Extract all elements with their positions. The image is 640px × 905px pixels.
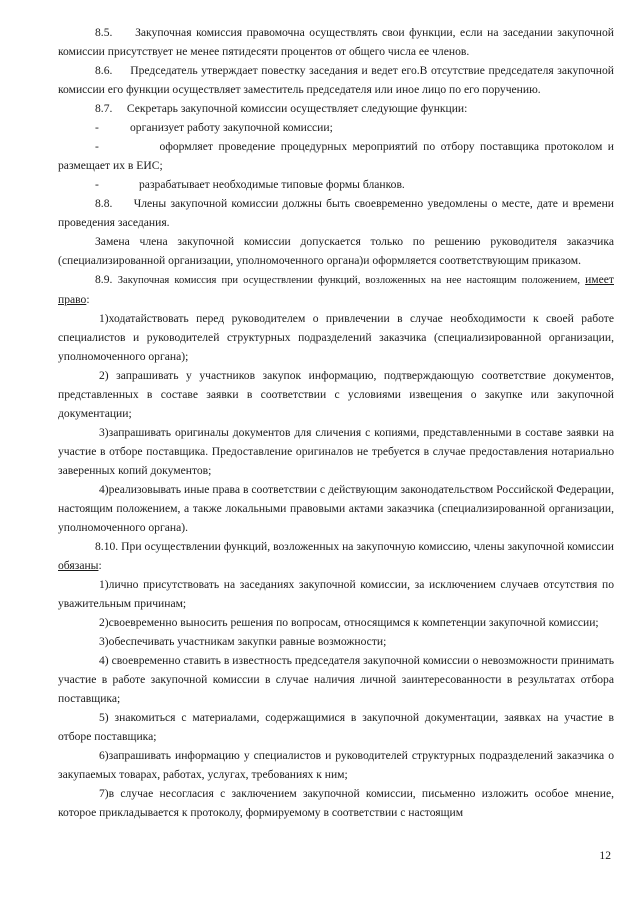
list-item-text: оформляет проведение процедурных мероприятий по отбору поставщика протоколом и размещает их в ЕИС; [58,140,614,172]
list-item [58,366,614,423]
clause-number: 8.8. [95,197,113,210]
paragraph-8-5 [58,23,614,61]
list-item-text: 7)в случае несогласия с заключением закупочной комиссии, письменно изложить особое мнение, которое прикладывается к протоколу, формируемому в соответствии с настоящим [58,787,614,819]
paragraph-text: Закупочная комиссия правомочна осуществлять свои функции, если на заседании закупочной комиссии присутствует не менее пятидесяти процентов от общего числа ее членов. [58,26,614,58]
paragraph-8-10 [58,537,614,575]
paragraph-8-9 [58,270,614,309]
list-bullet: - [95,140,99,153]
list-item [58,651,614,708]
paragraph-8-7 [58,99,614,118]
list-item [58,708,614,746]
clause-number: 8.7. [95,102,113,115]
list-item-text: 1)лично присутствовать на заседаниях закупочной комиссии, за исключением случаев отсутствия по уважительным причинам; [58,578,614,610]
paragraph-text: Замена члена закупочной комиссии допускается только по решению руководителя заказчика (специализированной организации, уполномоченного органа)и оформляется соответствующим приказом. [58,235,614,267]
paragraph-text: Закупочная комиссия при осуществлении функций, возложенных на нее настоящим положением, [117,275,586,286]
underlined-term: имеет право [58,273,614,306]
underlined-term: обязаны [58,559,99,572]
paragraph-text: 8.10. При осуществлении функций, возложенных на закупочную комиссию, члены закупочной комиссии [95,540,614,553]
list-item-text: 2) запрашивать у участников закупок информацию, подтверждающую соответствие документов, представленных в составе заявки в соответствии с условиями извещения о закупке или закупочной документации; [58,369,614,420]
list-item-text: 4) своевременно ставить в известность председателя закупочной комиссии о невозможности принимать участие в работе закупочной комиссии в случае наличия личной заинтересованности в результатах отбора поставщика; [58,654,614,705]
list-item [58,784,614,822]
list-item-text: 3)запрашивать оригиналы документов для сличения с копиями, представленными в составе заявки на участие в отборе поставщика. Предоставление оригиналов не требуется в случае предоставления нотариально заверенных копий документов; [58,426,614,477]
list-item [58,613,614,632]
punctuation: : [86,293,90,306]
list-item-text: 1)ходатайствовать перед руководителем о привлечении в случае необходимости к своей работе специалистов и руководителей структурных подразделений заказчика (специализированной организации, уполномоченного органа); [58,312,614,363]
list-item-text: 4)реализовывать иные права в соответствии с действующим законодательством Российской Федерации, настоящим положением, а также локальными правовыми актами заказчика (специализированной организации, уполномоченного органа). [58,483,614,534]
list-item-text: 6)запрашивать информацию у специалистов и руководителей структурных подразделений заказчика о закупаемых товарах, работах, услугах, требованиях к ним; [58,749,614,781]
paragraph-replacement [58,232,614,270]
list-item [58,632,614,651]
list-item [58,118,614,137]
document-body [58,23,614,822]
list-item-text: 2)своевременно выносить решения по вопросам, относящимся к компетенции закупочной комиссии; [99,616,599,629]
list-item [58,480,614,537]
paragraph-8-6 [58,61,614,99]
clause-number: 8.6. [95,64,113,77]
list-item [58,575,614,613]
page-number: 12 [599,849,611,862]
list-item [58,309,614,366]
punctuation: : [98,559,102,572]
list-item-text: организует работу закупочной комиссии; [130,121,333,134]
list-item [58,746,614,784]
paragraph-text: Секретарь закупочной комиссии осуществляет следующие функции: [126,102,468,115]
list-item [58,175,614,194]
clause-number: 8.9. [95,273,113,286]
paragraph-text: Председатель утверждает повестку заседания и ведет его.В отсутствие председателя закупочной комиссии его функции осуществляет заместитель председателя или иное лицо по его поручению. [58,64,615,96]
paragraph-text: Члены закупочной комиссии должны быть своевременно уведомлены о месте, дате и времени проведения заседания. [58,197,614,229]
list-item [58,423,614,480]
list-bullet: - [95,121,99,134]
list-item [58,137,614,175]
list-item-text: 3)обеспечивать участникам закупки равные возможности; [99,635,387,648]
paragraph-8-8 [58,194,614,232]
list-bullet: - [95,178,99,191]
list-item-text: 5) знакомиться с материалами, содержащимися в закупочной документации, заявках на участие в отборе поставщика; [58,711,614,743]
list-item-text: разрабатывает необходимые типовые формы бланков. [139,178,405,191]
clause-number: 8.5. [95,26,113,39]
